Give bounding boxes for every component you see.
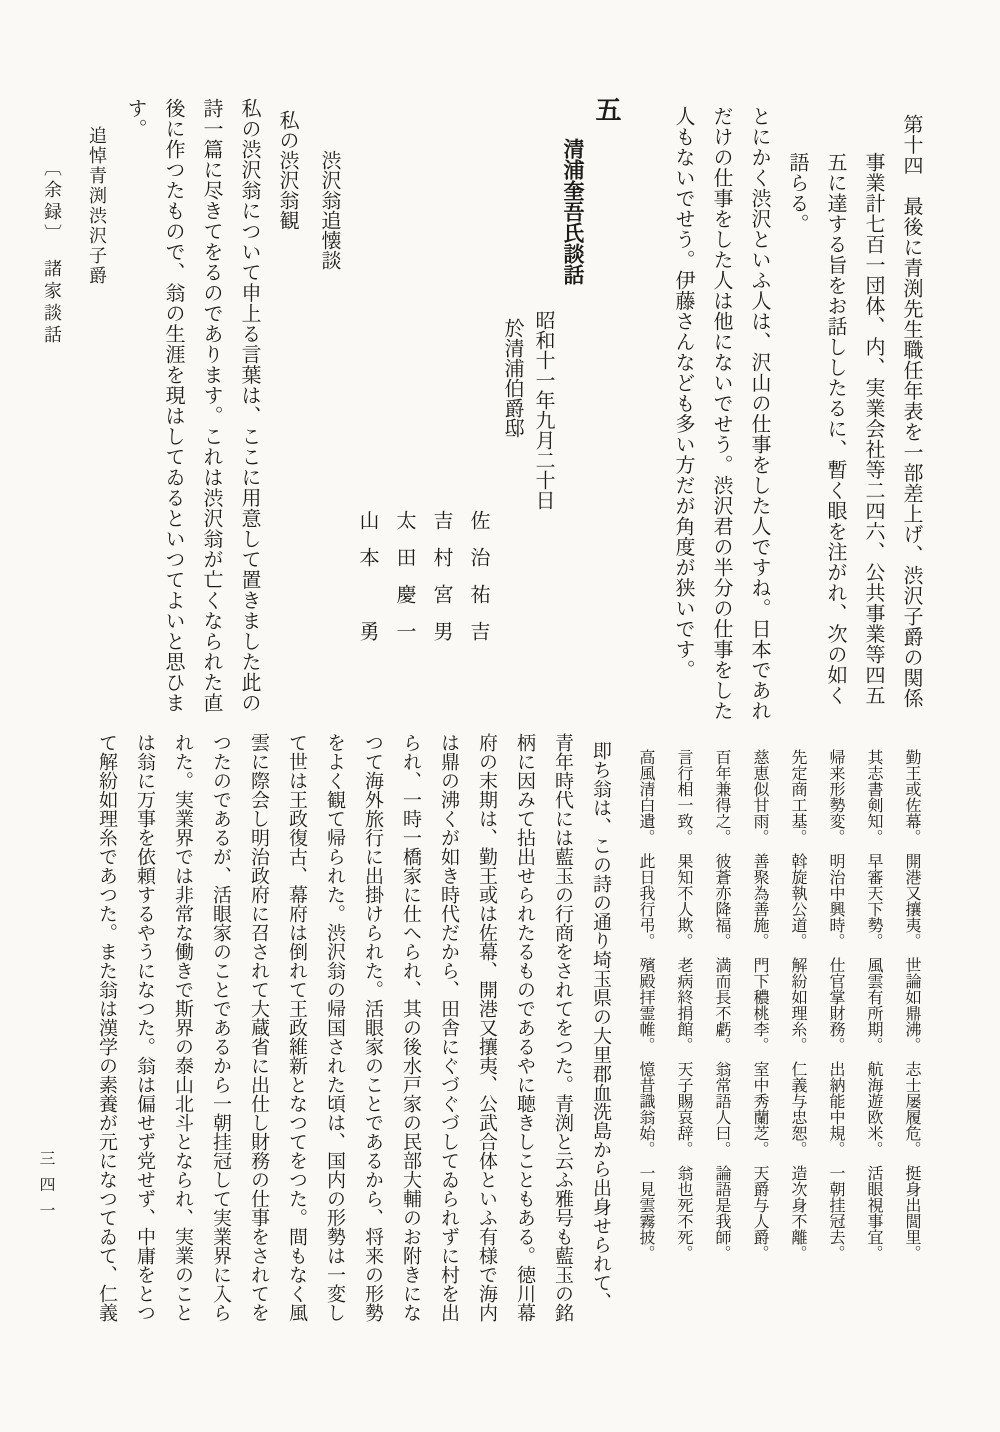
text-column: 第十四 最後に青渕先生職任年表を一部差上げ、渋沢子爵の関係 (900, 114, 922, 709)
talk-venue: 於清浦伯爵邸 (501, 318, 523, 438)
text-column: られ、一時一橋家に仕へられ、其の後水戸家の民部大輔のお附きにな (400, 733, 421, 1322)
text-column: 詩一篇に尽きてをるのであります。これは渋沢翁が亡くなられた直 (200, 98, 222, 713)
poem-column: 其志書剣知。 早審天下勢。 風雲有所期。 航海遊欧米。 活眼視事宜。 (865, 749, 882, 1261)
poem-column: 帰来形勢変。 明治中興時。 仕官掌財務。 出納能中規。 一朝挂冠去。 (827, 749, 844, 1261)
talk-date: 昭和十一年九月二十日 (532, 310, 554, 510)
section-number: 五 (592, 96, 621, 122)
poem-column: 高風清白遺。 此日我行弔。 殯殿拝霊帷。 憶昔識翁始。 一見雲霧披。 (637, 749, 654, 1261)
text-column: をよく観て帰られた。渋沢翁の帰国された頃は、国内の形勢は一変し (324, 733, 345, 1322)
attendee-name: 吉村宮男 (430, 510, 452, 658)
text-column: つたのであるが、活眼家のことであるから一朝挂冠して実業界に入ら (210, 733, 231, 1322)
text-column: 府の末期は、勤王或は佐幕、開港又攘夷、公武合体といふ有様で海内 (476, 733, 497, 1322)
text-column: す。 (124, 98, 146, 139)
margin-book-title: 追悼青渕渋沢子爵 (87, 126, 107, 286)
text-column: つて海外旅行に出掛けられた。活眼家のことであるから、将来の形勢 (362, 733, 383, 1322)
attendee-name: 山本 勇 (356, 510, 378, 658)
text-column: だけの仕事をした人は他にないでせう。渋沢君の半分の仕事をした (710, 106, 732, 721)
poem-column: 慈恵似甘雨。 善聚為善施。 門下穠桃李。 室中秀蘭芝。 天爵与人爵。 (751, 749, 768, 1261)
text-column: 青年時代には藍玉の行商をされてをつた。青渕と云ふ雅号も藍玉の銘 (552, 733, 573, 1322)
margin-series-title: 〔余録〕 諸家談話 (42, 158, 62, 347)
text-column: 事業計七百一団体、内、実業会社等二四六、公共事業等四五 (862, 152, 884, 706)
text-column: 五に達する旨をお話ししたるに、暫く眼を注がれ、次の如く (824, 152, 846, 706)
text-column: て解紛如理糸であつた。また翁は漢学の素養が元になつてゐて、仁義 (96, 733, 117, 1322)
text-column: は鼎の沸くが如き時代だから、田舎にぐづぐづしてゐられずに村を出 (438, 733, 459, 1322)
text-column: て世は王政復古、幕府は倒れて王政維新となつてをつた。間もなく風 (286, 733, 307, 1322)
section-title: 清浦奎吾氏談話 (561, 138, 585, 285)
page-number: 三四一 (37, 1150, 54, 1228)
bottom-text-block (87, 733, 930, 1358)
text-column: 後に作つたもので、翁の生涯を現はしてゐるといつてよいと思ひま (162, 98, 184, 713)
poem-column: 百年兼得之。 彼蒼亦降福。 満而長不虧。 翁常語人曰。 論語是我師。 (713, 749, 730, 1261)
text-column: 私の渋沢翁について申上る言葉は、ここに用意して置きました此の (238, 98, 260, 713)
text-column: れた。実業界では非常な働きで斯界の泰山北斗となられ、実業のこと (172, 733, 193, 1322)
text-column: 人もないでせう。伊藤さんなども多い方だが角度が狭いです。 (672, 106, 694, 680)
attendee-name: 佐治祐吉 (467, 510, 489, 658)
text-column: とにかく渋沢といふ人は、沢山の仕事をした人ですね。日本であれ (748, 106, 770, 721)
text-column: 柄に因みて拈出せられたるものであるやに聴きしこともある。徳川幕 (514, 733, 535, 1322)
text-column: 即ち翁は、この詩の通り埼玉県の大里郡血洗島から出身せられて、 (590, 741, 611, 1311)
poem-column: 勤王或佐幕。 開港又攘夷。 世論如鼎沸。 志士屡履危。 挺身出閭里。 (903, 749, 920, 1261)
text-column: は翁に万事を依頼するやうになつた。翁は偏せず党せず、中庸をとつ (134, 733, 155, 1322)
top-text-block (34, 96, 930, 741)
attendee-name: 太田慶一 (393, 510, 415, 658)
memorial-talk-title: 渋沢翁追懐談 (318, 150, 340, 270)
text-column: 語らる。 (786, 152, 808, 234)
poem-column: 言行相一致。 果知不人欺。 老病終捐館。 天子賜哀辞。 翁也死不死。 (675, 749, 692, 1261)
memorial-talk-subtitle: 私の渋沢翁観 (276, 110, 298, 230)
poem-column: 先定商工基。 斡旋執公道。 解紛如理糸。 仁義与忠恕。 造次身不離。 (789, 749, 806, 1261)
text-column: 雲に際会し明治政府に召されて大蔵省に出仕し財務の仕事をされてを (248, 733, 269, 1322)
